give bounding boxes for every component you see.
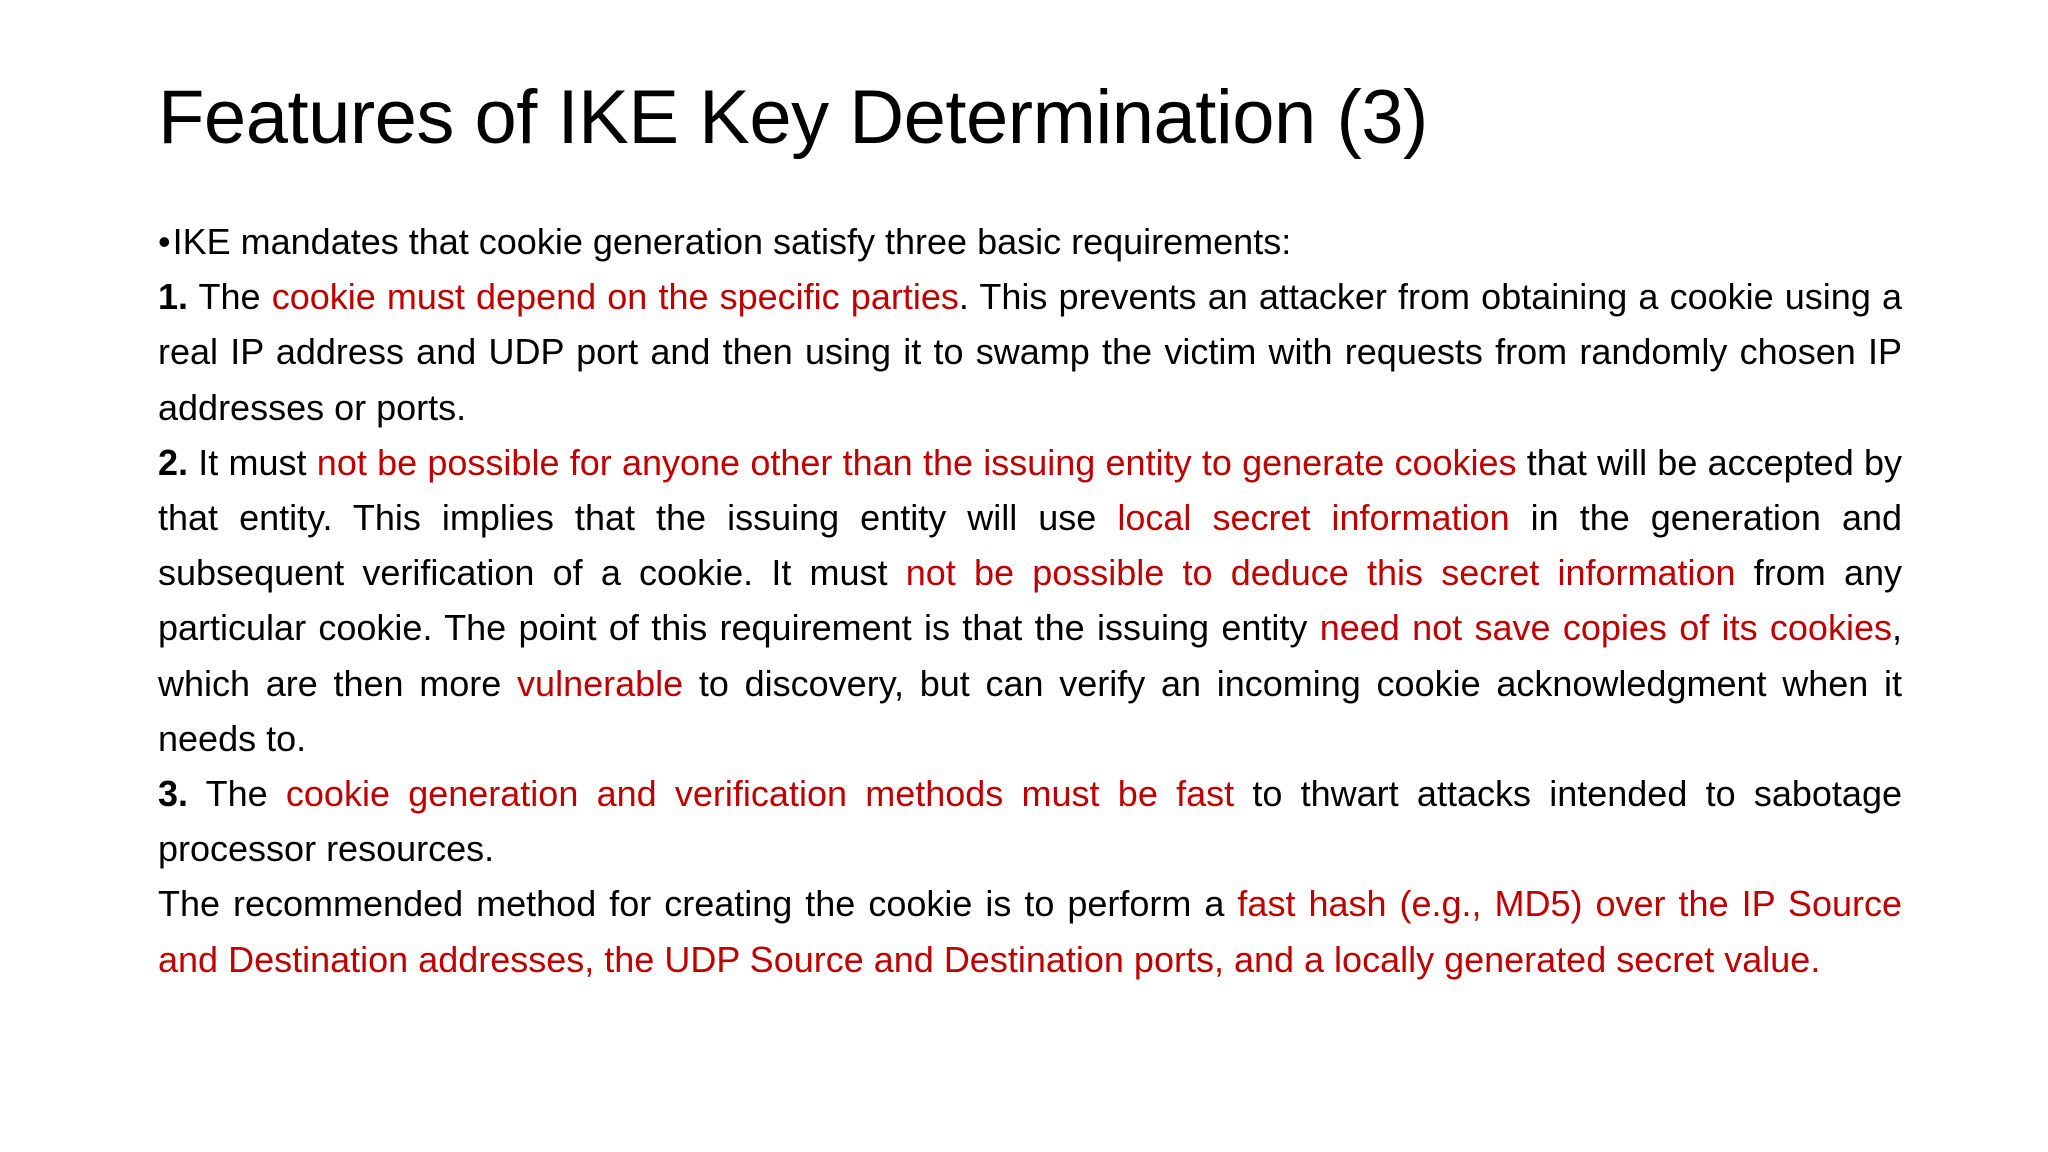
requirement-3-number: 3. [158, 773, 189, 815]
slide-title: Features of IKE Key Determination (3) [158, 75, 1428, 160]
requirement-3-emphasis-1: cookie generation and verification methods must be fast [285, 773, 1235, 815]
requirement-2-text-3: in the generation and subsequent verification of a cookie. It must [158, 497, 1903, 594]
requirement-2-emphasis-3: not be possible to deduce this secret information [905, 552, 1736, 594]
recommendation-emphasis-1: fast hash (e.g., MD5) over the IP Source and Destination addresses, the UDP Source and Destination ports, and a locally generated secret value. [158, 883, 1903, 980]
bullet-marker: • [158, 221, 171, 262]
requirement-2-text-4: from any particular cookie. The point of this requirement is that the issuing entity [158, 552, 1902, 649]
requirement-2-emphasis-1: not be possible for anyone other than the issuing entity to generate cookies [316, 441, 1517, 483]
requirement-2-emphasis-4: need not save copies of its cookies [1319, 607, 1892, 649]
requirement-1-number: 1. [158, 276, 189, 318]
requirement-2-text-5: , which are then more [158, 607, 1902, 704]
requirement-2-emphasis-5: vulnerable [517, 662, 684, 704]
requirement-2-text-2: that will be accepted by that entity. This implies that the issuing entity will use [158, 441, 1902, 539]
requirement-3-text-1: The [188, 773, 286, 815]
requirement-2-text-1: It must [188, 441, 317, 483]
requirement-2 [158, 435, 1902, 766]
requirement-2-number: 2. [158, 441, 189, 483]
requirement-1 [158, 269, 1902, 435]
intro-paragraph [158, 214, 1902, 269]
requirement-2-emphasis-2: local secret information [1117, 497, 1510, 539]
recommendation-text-1: The recommended method for creating the cookie is to perform a [158, 883, 1238, 925]
recommendation-paragraph [158, 876, 1902, 986]
requirement-1-text-1: The [188, 276, 272, 318]
intro-text: IKE mandates that cookie generation satisfy three basic requirements: [172, 221, 1292, 262]
requirement-2-text-6: to discovery, but can verify an incoming cookie acknowledgment when it needs to. [158, 662, 1902, 759]
requirement-3-text-2: to thwart attacks intended to sabotage processor resources. [158, 773, 1902, 870]
requirement-1-emphasis-1: cookie must depend on the specific parties [271, 276, 959, 318]
requirement-3 [158, 766, 1902, 876]
requirement-1-text-2: . This prevents an attacker from obtaining a cookie using a real IP address and UDP port and then using it to swamp the victim with requests from randomly chosen IP addresses or ports. [158, 276, 1902, 428]
slide-body [158, 214, 1902, 987]
